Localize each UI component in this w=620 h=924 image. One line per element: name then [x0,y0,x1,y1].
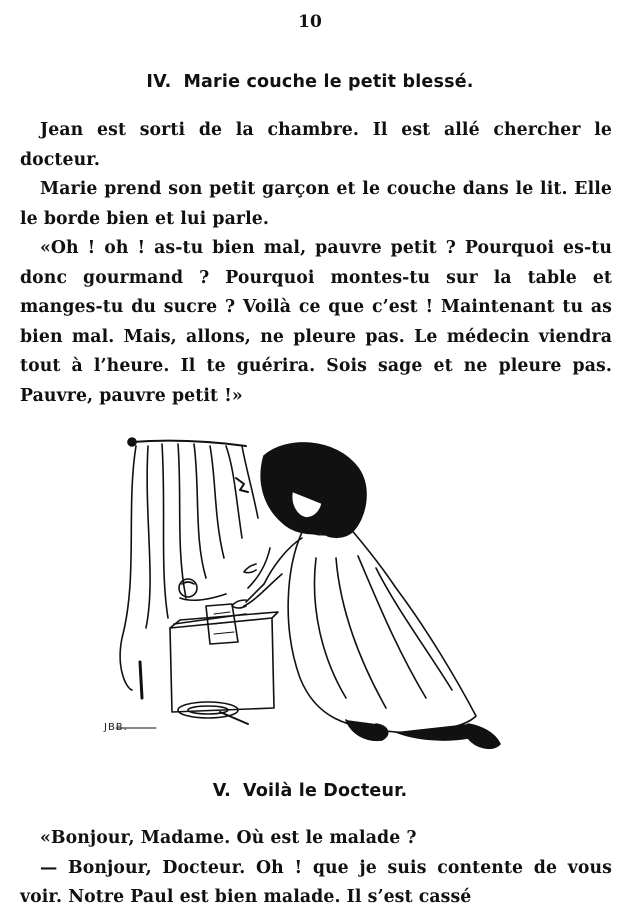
page-number: 10 [298,12,322,32]
illustrator-signature: JBB. [104,722,128,733]
paragraph: Marie prend son petit garçon et le couche dans le lit. Elle le borde bien et lui parle. [20,179,612,229]
section-title: Voilà le Docteur. [243,781,408,801]
section-number: V. [212,781,232,801]
paragraph: «Bonjour, Madame. Où est le malade ? [40,828,417,848]
section-title: Marie couche le petit blessé. [183,72,474,92]
section-number: IV. [146,72,172,92]
section-iv-text [20,116,612,411]
illustration-girl-at-bed [96,428,536,758]
section-heading-iv [0,72,620,92]
section-heading-v [0,781,620,801]
section-v-text [20,824,612,913]
paragraph: — Bonjour, Docteur. Oh ! que je suis contente de vous voir. Notre Paul est bien malade. Il s’est cassé [20,857,612,907]
paragraph: Jean est sorti de la chambre. Il est allé chercher le docteur. [20,120,612,170]
paragraph: «Oh ! oh ! as-tu bien mal, pauvre petit ? Pourquoi es-tu donc gourmand ? Pourquoi montes-tu sur la table et manges-tu du sucre ? Voilà ce que c’est ! Maintenant tu as bien mal. Mais, allons, ne pleure pas. Le médecin viendra tout à l’heure. Il te guérira. Sois sage et ne pleure pas. Pauvre, pauvre petit !» [20,238,612,406]
